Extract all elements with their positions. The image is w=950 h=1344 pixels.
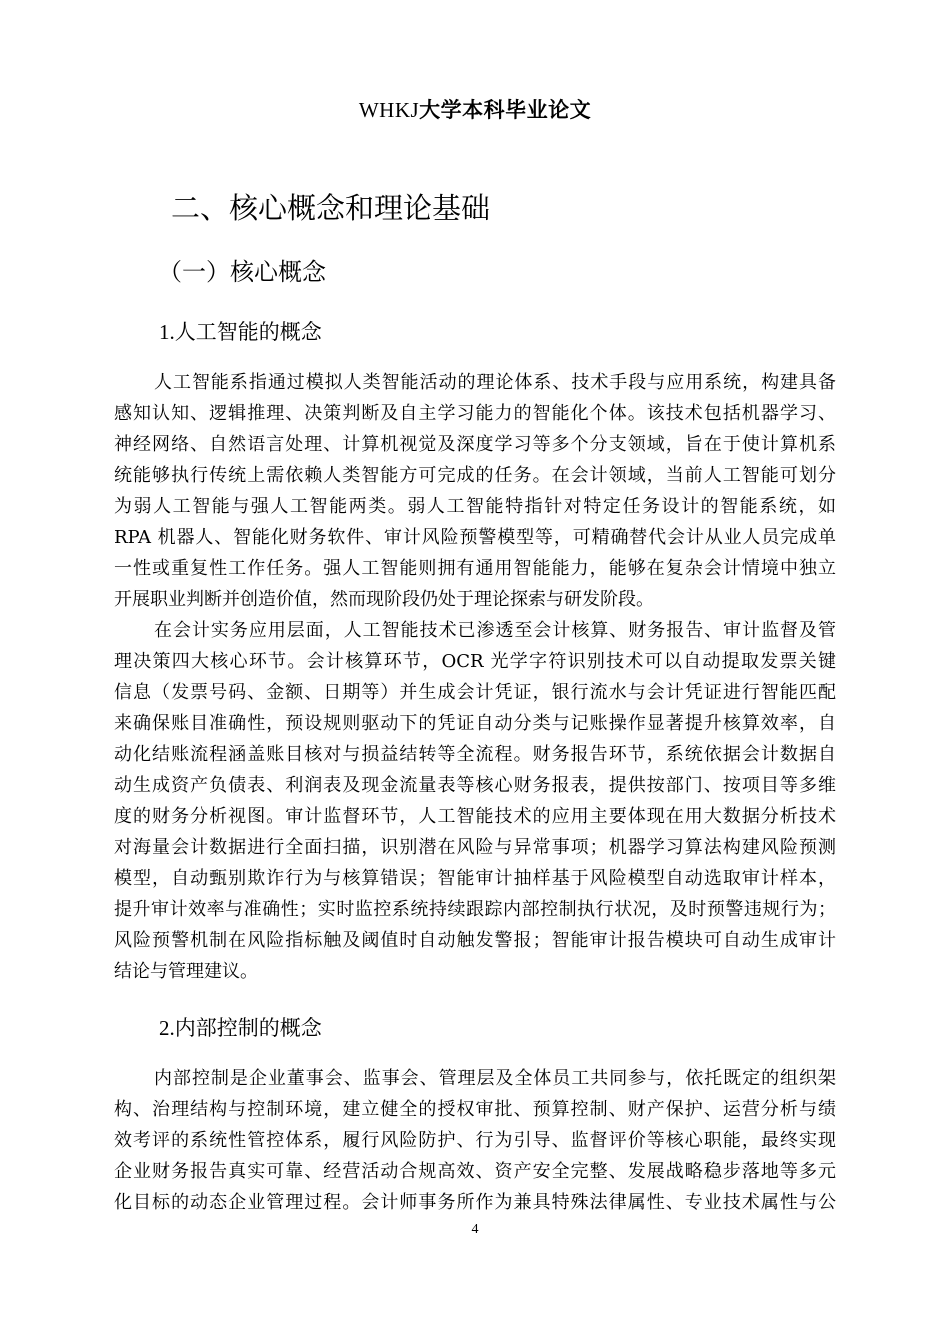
paragraph [114, 1063, 836, 1218]
text-line: 理决策四大核心环节。会计核算环节，OCR 光学字符识别技术可以自动提取发票关键 [114, 651, 836, 672]
text-line: 提升审计效率与准确性；实时监控系统持续跟踪内部控制执行状况，及时预警违规行为； [114, 899, 836, 920]
text-line: 一性或重复性工作任务。强人工智能则拥有通用智能能力，能够在复杂会计情境中独立 [114, 558, 836, 579]
text-line: 动生成资产负债表、利润表及现金流量表等核心财务报表，提供按部门、按项目等多维 [114, 775, 836, 796]
text-line: 开展职业判断并创造价值，然而现阶段仍处于理论探索与研发阶段。 [114, 589, 654, 610]
page-header [0, 94, 950, 124]
text-line: 企业财务报告真实可靠、经营活动合规高效、资产安全完整、发展战略稳步落地等多元 [114, 1161, 836, 1182]
section-title: （一）核心概念 [158, 258, 326, 286]
header-title: 大学本科毕业论文 [419, 98, 592, 122]
text-line: 内部控制是企业董事会、监事会、管理层及全体员工共同参与，依托既定的组织架 [154, 1068, 836, 1089]
text-line: 信息（发票号码、金额、日期等）并生成会计凭证，银行流水与会计凭证进行智能匹配 [114, 682, 836, 703]
text-line: 化目标的动态企业管理过程。会计师事务所作为兼具特殊法律属性、专业技术属性与公 [114, 1192, 836, 1213]
subsection-number: 1. [159, 320, 175, 344]
text-line: 度的财务分析视图。审计监督环节，人工智能技术的应用主要体现在用大数据分析技术 [114, 806, 836, 827]
text-line: 构、治理结构与控制环境，建立健全的授权审批、预算控制、财产保护、运营分析与绩 [114, 1099, 836, 1120]
text-line: 人工智能系指通过模拟人类智能活动的理论体系、技术手段与应用系统，构建具备 [154, 372, 836, 393]
text-line: 感知认知、逻辑推理、决策判断及自主学习能力的智能化个体。该技术包括机器学习、 [114, 403, 836, 424]
subsection-label: 人工智能的概念 [174, 320, 322, 344]
header-latin: WHKJ [358, 98, 420, 122]
text-line: 神经网络、自然语言处理、计算机视觉及深度学习等多个分支领域，旨在于使计算机系 [114, 434, 836, 455]
subsection-title [159, 1012, 322, 1042]
text-line: RPA 机器人、智能化财务软件、审计风险预警模型等，可精确替代会计从业人员完成单 [114, 527, 836, 548]
text-line: 结论与管理建议。 [114, 961, 258, 982]
subsection-label: 内部控制的概念 [174, 1016, 322, 1040]
text-line: 为弱人工智能与强人工智能两类。弱人工智能特指针对特定任务设计的智能系统，如 [114, 496, 836, 517]
paragraph [114, 367, 836, 615]
paragraph [114, 615, 836, 987]
text-line: 动化结账流程涵盖账目核对与损益结转等全流程。财务报告环节，系统依据会计数据自 [114, 744, 836, 765]
page-number: 4 [471, 1222, 479, 1237]
text-line: 对海量会计数据进行全面扫描，识别潜在风险与异常事项；机器学习算法构建风险预测 [114, 837, 836, 858]
subsection-number: 2. [159, 1016, 175, 1040]
text-line: 风险预警机制在风险指标触及阈值时自动触发警报；智能审计报告模块可自动生成审计 [114, 930, 836, 951]
text-line: 统能够执行传统上需依赖人类智能方可完成的任务。在会计领域，当前人工智能可划分 [114, 465, 836, 486]
text-line: 效考评的系统性管控体系，履行风险防护、行为引导、监督评价等核心职能，最终实现 [114, 1130, 836, 1151]
text-line: 在会计实务应用层面，人工智能技术已渗透至会计核算、财务报告、审计监督及管 [154, 620, 836, 641]
chapter-title: 二、核心概念和理论基础 [171, 191, 491, 225]
text-line: 模型，自动甄别欺诈行为与核算错误；智能审计抽样基于风险模型自动选取审计样本， [114, 868, 836, 889]
subsection-title [159, 316, 322, 346]
text-line: 来确保账目准确性，预设规则驱动下的凭证自动分类与记账操作显著提升核算效率，自 [114, 713, 836, 734]
